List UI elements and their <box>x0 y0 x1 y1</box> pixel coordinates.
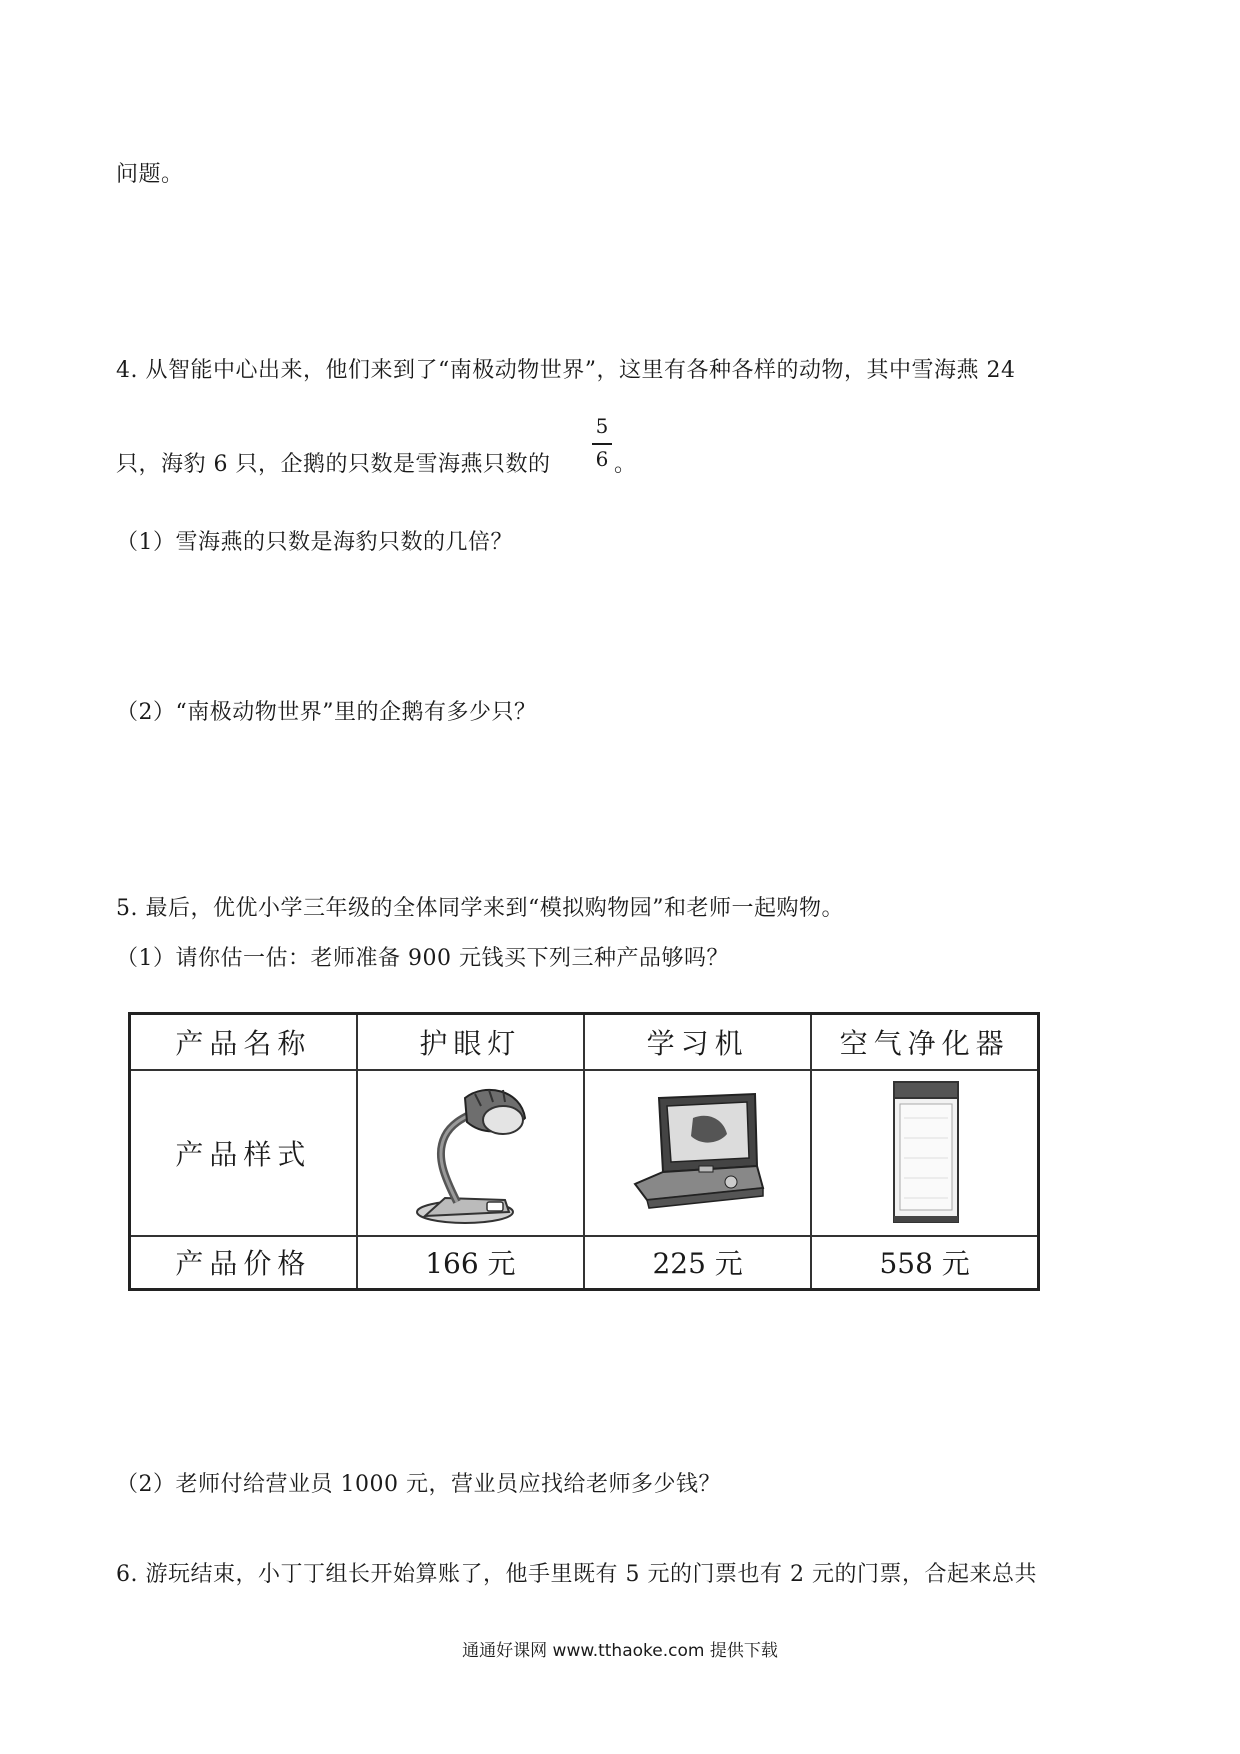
product-name-lamp: 护眼灯 <box>357 1014 584 1070</box>
desk-lamp-icon <box>357 1070 584 1236</box>
air-purifier-icon <box>811 1070 1038 1236</box>
question-4-text: 4. 从智能中心出来，他们来到了“南极动物世界”，这里有各种各样的动物，其中雪海燕 24 <box>116 358 1016 383</box>
product-table <box>128 1012 1040 1291</box>
portable-dvd-player-icon <box>584 1070 811 1236</box>
row-header-name: 产品名称 <box>130 1014 357 1070</box>
question-5-text: 5. 最后，优优小学三年级的全体同学来到“模拟购物园”和老师一起购物。 <box>116 896 844 921</box>
text-line-continuation: 问题。 <box>116 162 184 187</box>
price-learning-machine: 225 元 <box>584 1236 811 1290</box>
question-4-text-cont: 只，海豹 6 只，企鹅的只数是雪海燕只数的 <box>116 452 551 477</box>
price-lamp: 166 元 <box>357 1236 584 1290</box>
fraction-denominator: 6 <box>595 447 609 471</box>
page-footer: 通通好课网 www.tthaoke.com 提供下载 <box>462 1641 778 1661</box>
row-header-style: 产品样式 <box>130 1070 357 1236</box>
question-4-part-2: （2）“南极动物世界”里的企鹅有多少只？ <box>116 700 537 725</box>
row-header-price: 产品价格 <box>130 1236 357 1290</box>
fraction-bar <box>592 443 612 445</box>
price-air-purifier: 558 元 <box>811 1236 1038 1290</box>
question-4-period: 。 <box>614 452 637 477</box>
question-4-part-1: （1）雪海燕的只数是海豹只数的几倍？ <box>116 530 513 555</box>
fraction-numerator: 5 <box>595 414 609 438</box>
product-name-learning-machine: 学习机 <box>584 1014 811 1070</box>
question-5-part-2: （2）老师付给营业员 1000 元，营业员应找给老师多少钱？ <box>116 1472 721 1497</box>
question-5-part-1: （1）请你估一估：老师准备 900 元钱买下列三种产品够吗？ <box>116 946 729 971</box>
question-6-text: 6. 游玩结束，小丁丁组长开始算账了，他手里既有 5 元的门票也有 2 元的门票，合起来总共 <box>116 1562 1037 1587</box>
product-name-air-purifier: 空气净化器 <box>811 1014 1038 1070</box>
